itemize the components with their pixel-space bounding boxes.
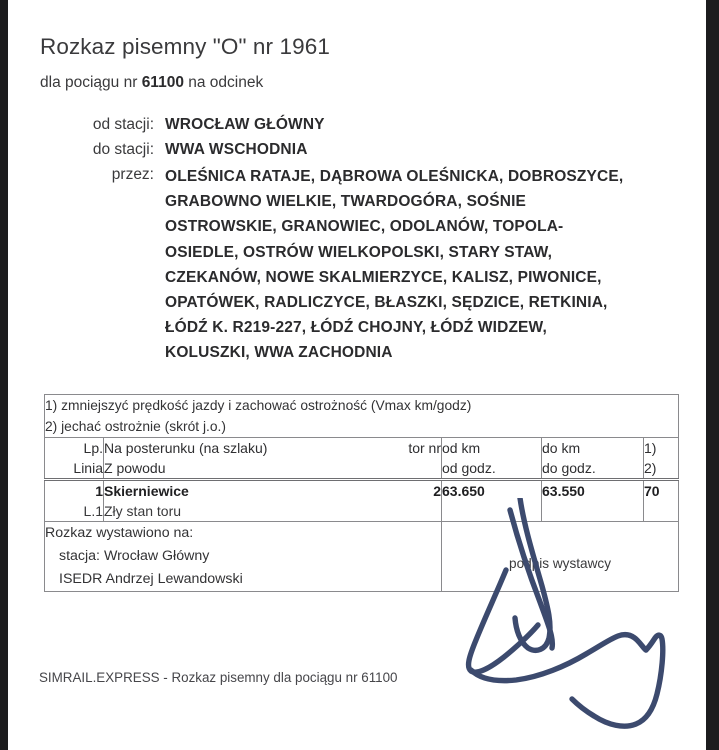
row-linia-value: L.1 <box>83 503 103 519</box>
row-lp-value: 1 <box>95 483 103 499</box>
header-note-line2: 2) <box>644 460 657 476</box>
issued-person: ISEDR Andrzej Lewandowski <box>59 571 243 587</box>
header-to-km <box>542 438 644 480</box>
table-notes-row <box>45 395 679 438</box>
row-track-number: 2 <box>433 483 441 499</box>
from-station-value: WROCŁAW GŁÓWNY <box>165 116 325 133</box>
issued-station: stacja: Wrocław Główny <box>59 548 210 564</box>
to-station-label: do stacji: <box>92 141 154 158</box>
header-lp-line2: Linia <box>73 460 103 476</box>
signature-stroke-5 <box>572 635 663 726</box>
route-row-from <box>40 114 680 136</box>
header-note <box>644 438 679 480</box>
train-number: 61100 <box>141 74 184 91</box>
header-from-km <box>442 438 542 480</box>
row-post <box>104 480 442 522</box>
route-block <box>40 114 680 369</box>
from-station-label: od stacji: <box>92 116 154 133</box>
subtitle-prefix: dla pociągu nr <box>40 74 142 91</box>
route-row-via <box>40 164 680 366</box>
row-from-godz-value <box>442 501 541 521</box>
header-lp <box>45 438 104 480</box>
header-reason: Z powodu <box>104 460 166 476</box>
issued-heading: Rozkaz wystawiono na: <box>45 525 194 541</box>
header-lp-line1: Lp. <box>83 440 103 456</box>
row-from-km <box>442 480 542 522</box>
issued-cell <box>45 522 442 592</box>
note-line-2: 2) jechać ostrożnie (skrót j.o.) <box>45 419 226 434</box>
header-to-godz: do godz. <box>542 460 596 476</box>
row-note1-value: 70 <box>644 483 660 499</box>
order-table <box>44 394 679 592</box>
via-value: OLEŚNICA RATAJE, DĄBROWA OLEŚNICKA, DOBROSZYCE, GRABOWNO WIELKIE, TWARDOGÓRA, SOŚNIE OSTROWSKIE, GRANOWIEC, ODOLANÓW, TOPOLA-OSIEDLE, OSTRÓW WIELKOPOLSKI, STARY STAW, CZEKANÓW, NOWE SKALMIERZYCE, KALISZ, PIWONICE, OPATÓWEK, RADLICZYCE, BŁASZKI, SĘDZICE, RETKINIA, ŁÓDŹ K. R219-227, ŁÓDŹ CHOJNY, ŁÓDŹ WIDZEW, KOLUSZKI, WWA ZACHODNIA <box>165 168 624 362</box>
row-to-km-value: 63.550 <box>542 483 585 499</box>
note-line-1: 1) zmniejszyć prędkość jazdy i zachować ostrożność (Vmax km/godz) <box>45 398 472 413</box>
header-post-text: Na posterunku (na szlaku) <box>104 440 268 456</box>
header-from-km-line1: od km <box>442 440 481 456</box>
table-header-row <box>45 438 679 480</box>
header-note-line1: 1) <box>644 440 657 456</box>
row-from-km-value: 63.650 <box>442 483 485 499</box>
page-title: Rozkaz pisemny "O" nr 1961 <box>40 34 330 59</box>
train-subtitle <box>40 74 263 92</box>
route-row-to <box>40 139 680 161</box>
row-to-km <box>542 480 644 522</box>
subtitle-suffix: na odcinek <box>183 74 264 91</box>
signature-cell <box>442 522 679 592</box>
row-note <box>644 480 679 522</box>
row-post-name: Skierniewice <box>104 483 189 499</box>
signature-stroke-4 <box>471 635 646 681</box>
row-post-line1 <box>104 481 441 501</box>
table-issued-row <box>45 522 679 592</box>
row-reason: Zły stan toru <box>104 503 182 519</box>
header-post <box>104 438 442 480</box>
header-track-number: tor nr <box>408 440 441 456</box>
header-post-line1 <box>104 438 441 458</box>
notes-cell <box>45 395 679 438</box>
row-lp <box>45 480 104 522</box>
table-row <box>45 480 679 522</box>
signature-label: podpis wystawcy <box>509 556 612 571</box>
header-from-godz: od godz. <box>442 460 496 476</box>
to-station-value: WWA WSCHODNIA <box>165 141 308 158</box>
row-note2-value <box>644 501 678 521</box>
header-to-km-line1: do km <box>542 440 581 456</box>
footer-caption: SIMRAIL.EXPRESS - Rozkaz pisemny dla pociągu nr 61100 <box>39 670 398 685</box>
row-to-godz-value <box>542 501 643 521</box>
document-page <box>8 0 706 750</box>
via-label: przez: <box>111 166 154 183</box>
